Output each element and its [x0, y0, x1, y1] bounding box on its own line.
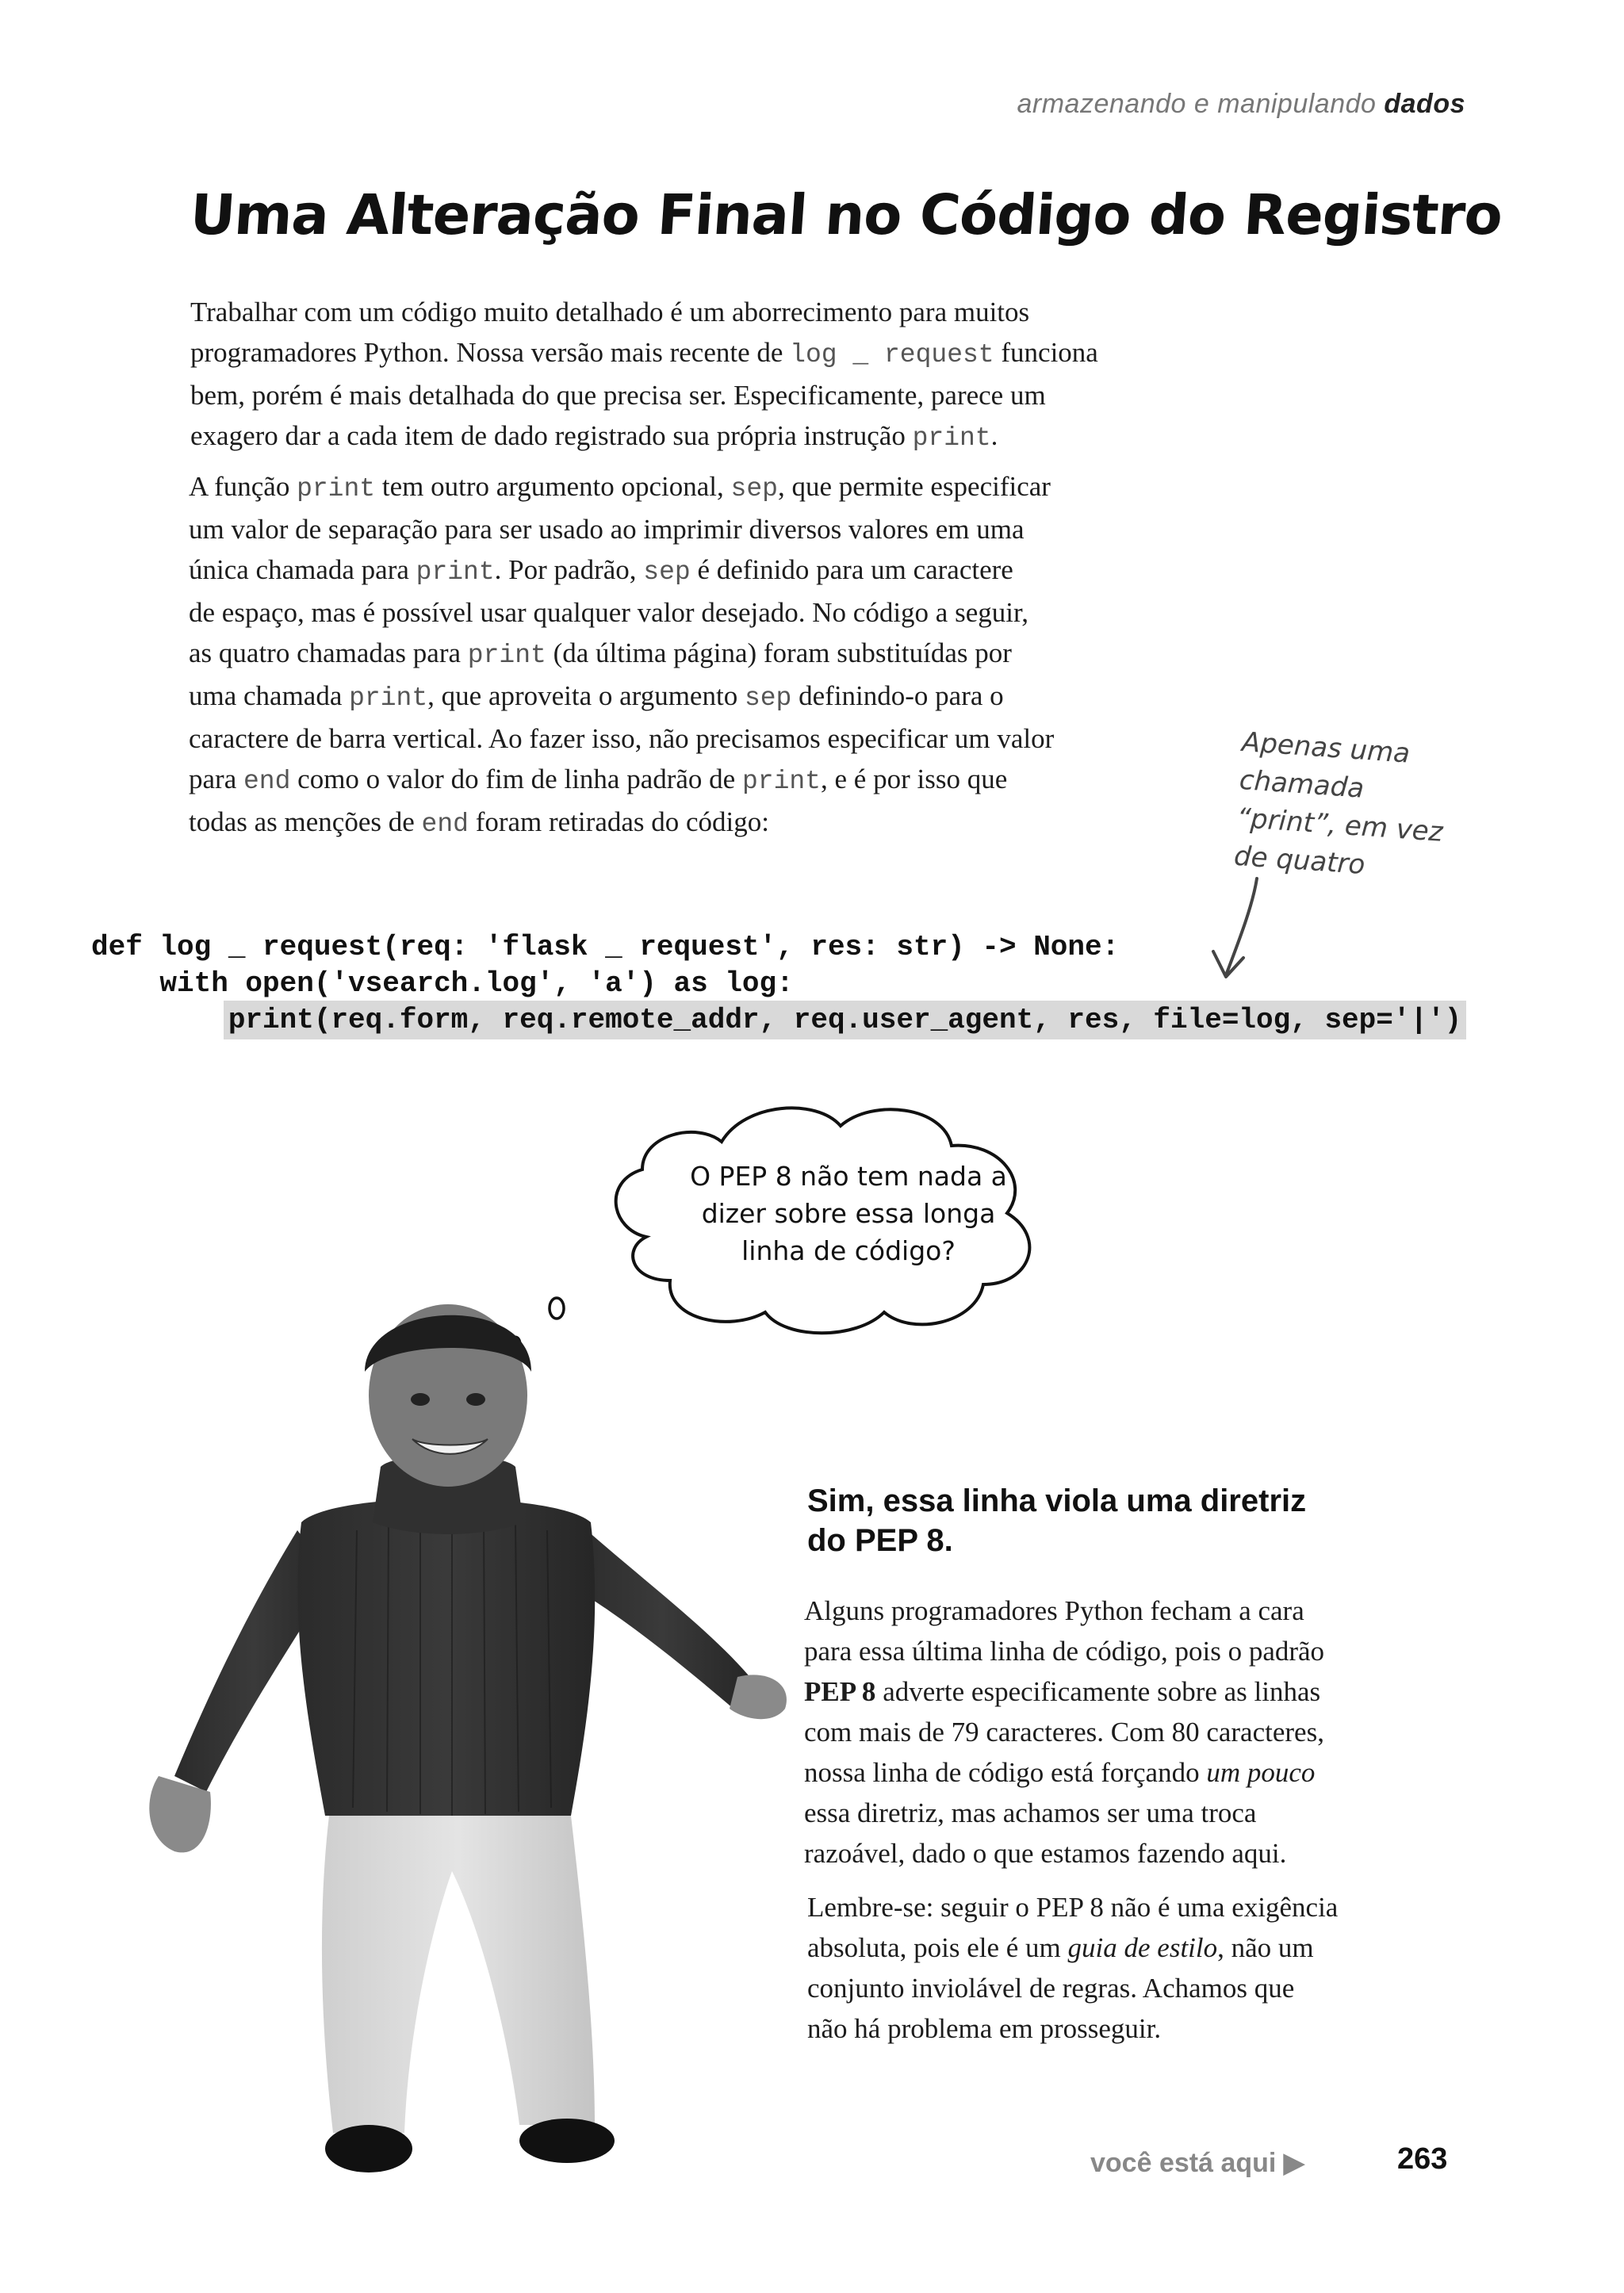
text-span: foram retiradas do código:: [468, 806, 769, 837]
text-line: .: [990, 420, 998, 451]
italic-term: um pouco: [1206, 1757, 1316, 1788]
text-span: , não um: [1217, 1932, 1314, 1963]
text-line: não há problema em prosseguir.: [807, 2013, 1162, 2044]
text-line: programadores Python. Nossa versão mais recente de: [190, 337, 791, 368]
bubble-line: dizer sobre essa longa: [701, 1198, 996, 1229]
code-block: [91, 929, 1466, 1039]
text-span: caractere de barra vertical. Ao fazer isso, não precisamos especificar um valor: [189, 723, 1055, 754]
text-line: Trabalhar com um código muito detalhado é um aborrecimento para muitos: [190, 297, 1030, 327]
text-span: as quatro chamadas para: [189, 637, 468, 668]
code-line-3-highlighted: print(req.form, req.remote_addr, req.user_agent, res, file=log, sep='|'): [224, 1001, 1466, 1039]
page-title: Uma Alteração Final no Código do Registro: [188, 182, 1504, 247]
text-line: Lembre-se: seguir o PEP 8 não é uma exigência: [807, 1892, 1339, 1923]
running-head-bold: dados: [1384, 89, 1465, 119]
bubble-line: O PEP 8 não tem nada a: [690, 1161, 1007, 1192]
text-span: A função: [189, 471, 297, 502]
inline-code: print: [467, 641, 546, 670]
bubble-line: linha de código?: [741, 1235, 956, 1266]
code-line-1: def log _ request(req: 'flask _ request', res: str) -> None:: [91, 931, 1120, 963]
text-span: como o valor do fim de linha padrão de: [290, 764, 742, 794]
text-span: é definido para um caractere: [690, 554, 1013, 585]
inline-code: sep: [730, 474, 778, 503]
text-span: , que permite especificar: [777, 471, 1051, 502]
bold-term: PEP 8: [804, 1676, 876, 1707]
inline-code: end: [243, 767, 291, 796]
person-photo: [127, 1269, 809, 2188]
inline-code: print: [297, 474, 376, 503]
text-line: para essa última linha de código, pois o padrão: [804, 1636, 1325, 1667]
answer-heading: [807, 1481, 1473, 1560]
inline-code: print: [349, 683, 428, 713]
text-span: todas as menções de: [189, 806, 422, 837]
text-line: Alguns programadores Python fecham a cara: [804, 1595, 1304, 1626]
text-span: , e é por isso que: [821, 764, 1008, 794]
code-line-2: with open('vsearch.log', 'a') as log:: [91, 967, 794, 1000]
inline-code: sep: [744, 683, 792, 713]
answer-paragraph-1: [804, 1591, 1462, 1874]
text-line: conjunto inviolável de regras. Achamos que: [807, 1973, 1295, 2004]
text-span: um valor de separação para ser usado ao imprimir diversos valores em uma: [189, 514, 1025, 545]
text-span: tem outro argumento opcional,: [375, 471, 731, 502]
text-span: de espaço, mas é possível usar qualquer valor desejado. No código a seguir,: [189, 597, 1028, 628]
code-indent: [91, 1004, 228, 1036]
text-span: nossa linha de código está forçando: [804, 1757, 1207, 1788]
italic-term: guia de estilo: [1067, 1932, 1218, 1963]
text-span: , que aproveita o argumento: [427, 680, 745, 711]
text-line: funciona: [994, 337, 1098, 368]
text-line: razoável, dado o que estamos fazendo aqui.: [804, 1838, 1287, 1869]
heading-line: do PEP 8.: [807, 1523, 953, 1558]
text-span: . Por padrão,: [494, 554, 644, 585]
running-head: [1017, 89, 1466, 120]
annotation-line: chamada: [1238, 764, 1365, 805]
text-span: definindo-o para o: [791, 680, 1004, 711]
text-span: adverte especificamente sobre as linhas: [875, 1676, 1321, 1707]
inline-code: log _ request: [790, 340, 994, 369]
text-span: (da última página) foram substituídas por: [546, 637, 1012, 668]
handwritten-annotation: [1233, 723, 1450, 890]
text-line: exagero dar a cada item de dado registrado sua própria instrução: [190, 420, 913, 451]
text-span: uma chamada: [189, 680, 350, 711]
inline-code: print: [416, 557, 495, 587]
inline-code: print: [912, 423, 991, 453]
annotation-line: de quatro: [1232, 840, 1366, 882]
text-span: absoluta, pois ele é um: [807, 1932, 1068, 1963]
intro-paragraph-2: [189, 466, 1220, 844]
footer-you-are-here: [1090, 2147, 1304, 2179]
annotation-line: “print”, em vez: [1235, 802, 1444, 848]
text-span: para: [189, 764, 243, 794]
running-head-section: armazenando e manipulando: [1017, 89, 1385, 119]
page-number: 263: [1397, 2142, 1448, 2176]
answer-paragraph-2: [807, 1887, 1465, 2049]
intro-paragraph-1: [190, 292, 1221, 458]
text-line: bem, porém é mais detalhada do que precisa ser. Especificamente, parece um: [190, 380, 1046, 411]
footer-label-text: você está aqui: [1090, 2148, 1277, 2178]
annotation-line: Apenas uma: [1240, 725, 1411, 770]
inline-code: end: [421, 810, 469, 839]
text-line: com mais de 79 caracteres. Com 80 caracteres,: [804, 1717, 1324, 1748]
text-line: essa diretriz, mas achamos ser uma troca: [804, 1797, 1257, 1828]
text-span: única chamada para: [189, 554, 416, 585]
thought-bubble-text: [674, 1158, 1023, 1269]
inline-code: sep: [643, 557, 691, 587]
code-line-3-wrap: [91, 1002, 1466, 1039]
triangle-right-icon: ▶: [1283, 2148, 1304, 2178]
inline-code: print: [741, 767, 821, 796]
heading-line: Sim, essa linha viola uma diretriz: [807, 1483, 1307, 1518]
